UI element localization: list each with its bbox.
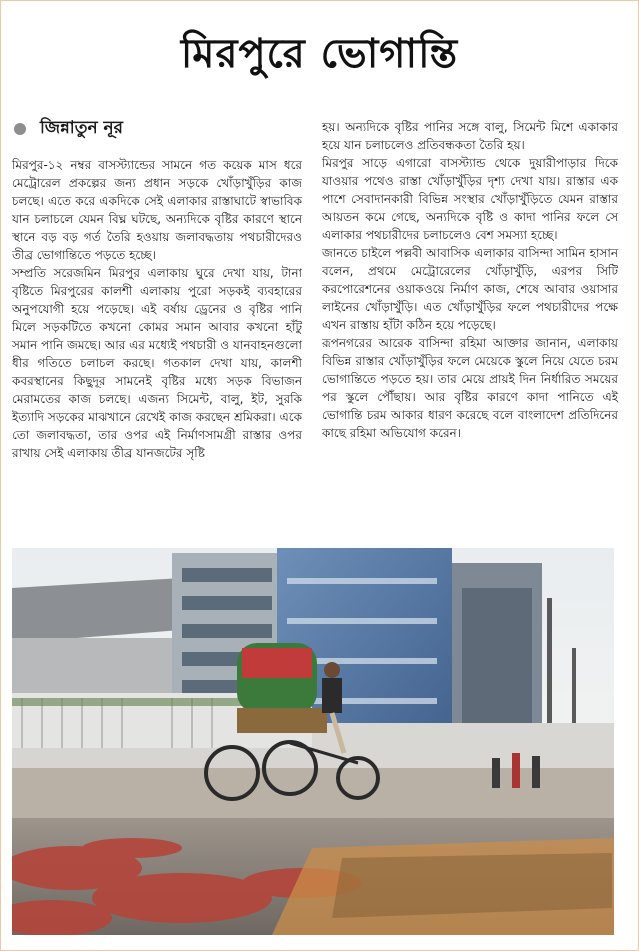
paragraph: সম্প্রতি সরেজমিন মিরপুর এলাকায় ঘুরে দেখা যায়, টানা বৃষ্টিতে মিরপুরের কালশী এলাকায় পুরো সড়কই ব্যবহারের অনুপযোগী হয়ে পড়েছে। এই বর্ষায় ড্রেনের ও বৃষ্টির পানি মিলে সড়কটিতে কখনো কোমর সমান আবার কখনো হাঁটু সমান পানি জমছে। আর এর মধ্যেই পথচারী ও যানবাহনগুলো ধীর গতিতে চলাচল করছে। গতকাল দেখা যায়, কালশী কবরস্থানের কিছুদূর সামনেই বৃষ্টির মধ্যে সড়ক বিভাজন মেরামতের কাজ চলছে। এজন্য সিমেন্ট, বালু, ইট, সুরকি ইত্যাদি সড়কের মাঝখানে রেখেই কাজ করছেন শ্রমিকরা। একে তো জলাবদ্ধতা, তার ওপর এই নির্মাণসামগ্রী রাস্তার ওপর রাখায় সেই এলাকায় তীব্র যানজটের সৃষ্টি: [12, 266, 302, 460]
street-scene-illustration: [12, 548, 614, 935]
bullet-icon: [14, 123, 26, 135]
paragraph: মিরপুর সাড়ে এগারো বাসস্ট্যান্ড থেকে দুয়ারীপাড়ার দিকে যাওয়ার পথেও রাস্তা খোঁড়াখুঁড়ির দৃশ্য দেখা যায়। রাস্তার এক পাশে সেবাদানকারী বিভিন্ন সংস্থার খোঁড়াখুঁড়িতে যেমন রাস্তার আয়তন কমে গেছে, অন্যদিকে বৃষ্টি ও কাদা পানির ফলে সে এলাকার পথচারীদের চলাচলেও বেশ সমস্যা হচ্ছে।: [322, 156, 618, 242]
headline: মিরপুরে ভোগান্তি: [180, 30, 459, 77]
paragraph: রূপনগরের আরেক বাসিন্দা রহিমা আক্তার জানান, এলাকায় বিভিন্ন রাস্তার খোঁড়াখুঁড়ির ফলে মেয়েকে স্কুলে নিয়ে যেতে চরম ভোগান্তিতে পড়তে হয়। তার মেয়ে প্রায়ই দিন নির্ধারিত সময়ের পর স্কুলে পৌঁছায়। আর বৃষ্টির কারণে কাদা পানিতে এই ভোগান্তি চরম আকার ধারণ করেছে বলে বাংলাদেশ প্রতিদিনের কাছে রহিমা অভিযোগ করেন।: [322, 336, 618, 440]
paragraph: হয়। অন্যদিকে বৃষ্টির পানির সঙ্গে বালু, সিমেন্ট মিশে একাকার হয়ে যান চলাচলেও প্রতিবন্ধকতা তৈরি হয়।: [322, 120, 618, 152]
paragraph: জানতে চাইলে পল্লবী আবাসিক এলাকার বাসিন্দা সামিন হাসান বলেন, প্রথমে মেট্রোরেলের খোঁড়াখুঁড়ি, এরপর সিটি করপোরেশনের ওয়াকওয়ে নির্মাণ কাজ, শেষে আবার ওয়াসার লাইনের খোঁড়াখুঁড়ি। এত খোঁড়াখুঁড়ির ফলে পথচারীদের পক্ষে এখন রাস্তায় হাঁটা কঠিন হয়ে পড়েছে।: [322, 246, 618, 332]
byline: [14, 117, 123, 141]
news-photo: [12, 548, 614, 935]
article-column-1: [12, 156, 302, 462]
author-name: জিন্নাতুন নূর: [40, 118, 124, 138]
paragraph: মিরপুর-১২ নম্বর বাসস্ট্যান্ডের সামনে গত কয়েক মাস ধরে মেট্রোরেল প্রকল্পের জন্য প্রধান সড়কে খোঁড়াখুঁড়ির কাজ চলছে। এতে করে একদিকে সেই এলাকার রাস্তাঘাটে স্বাভাবিক যান চলাচলে যেমন বিঘ্ন ঘটছে, অন্যদিকে বৃষ্টির কারণে স্থানে স্থানে বড় বড় গর্ত তৈরি হওয়ায় জলাবদ্ধতায় পথচারীদেরও তীব্র ভোগান্তিতে পড়তে হচ্ছে।: [12, 158, 302, 262]
article-column-2: [322, 118, 618, 442]
